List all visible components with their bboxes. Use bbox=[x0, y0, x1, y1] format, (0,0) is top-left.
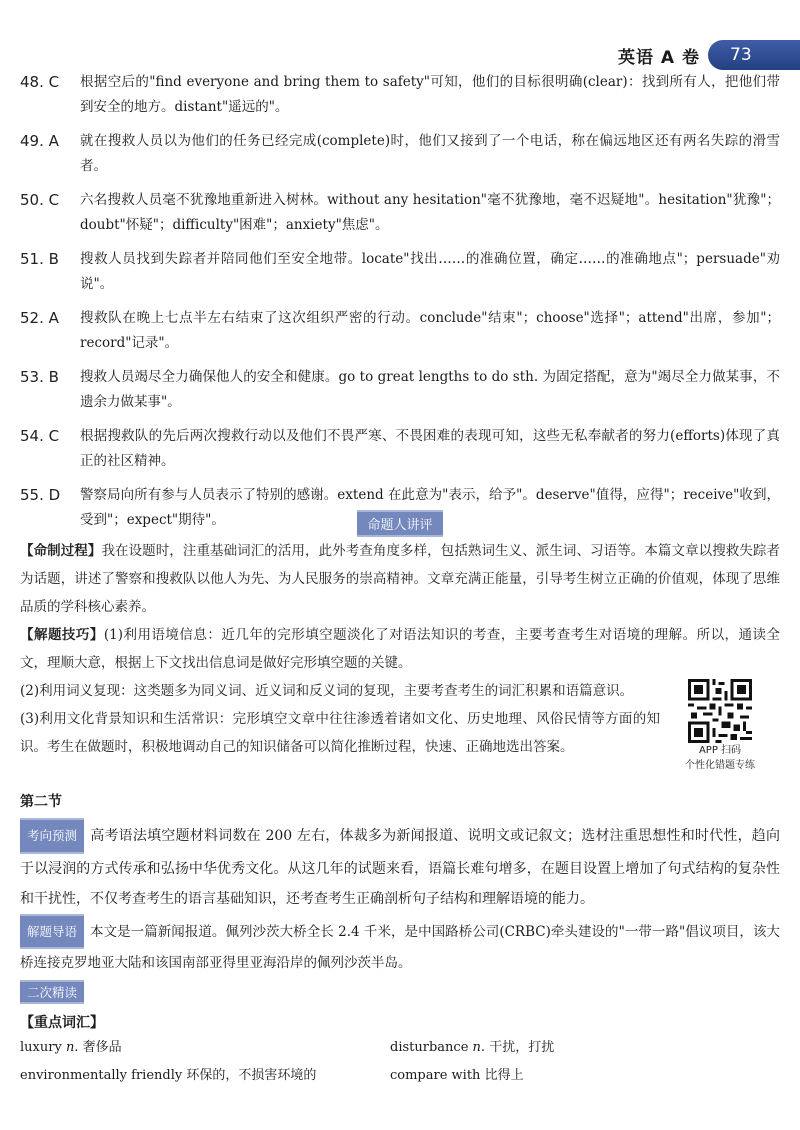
answer-item bbox=[20, 424, 780, 474]
tip-1: (1)利用语境信息：近几年的完形填空题淡化了对语法知识的考查，主要考查考生对语境的理解。所以，通读全文，理顺大意，根据上下文找出信息词是做好完形填空题的关键。 bbox=[20, 627, 780, 671]
forecast-badge: 考向预测 bbox=[20, 818, 84, 854]
tip-2: (2)利用词义复现：这类题多为同义词、近义词和反义词的复现，主要考查考生的词汇积累和语篇意识。 bbox=[20, 683, 634, 699]
vocab-word: environmentally friendly bbox=[20, 1068, 183, 1083]
vocab-meaning: 干扰，打扰 bbox=[489, 1040, 555, 1055]
second-read-badge: 二次精读 bbox=[20, 980, 84, 1004]
page-header bbox=[618, 38, 800, 72]
commentary-badge-row bbox=[0, 510, 800, 537]
answer-number: 49. A bbox=[20, 132, 59, 150]
process-paragraph bbox=[20, 537, 780, 621]
answer-explanation: 搜救人员找到失踪者并陪同他们至安全地带。locate"找出……的准确位置，确定……的准确地点"；persuade"劝说"。 bbox=[80, 251, 780, 292]
qr-caption-2: 个性化错题专练 bbox=[685, 760, 755, 771]
vocab-item bbox=[20, 1064, 390, 1088]
header-title: 英语 A 卷 bbox=[618, 47, 700, 68]
vocab-word: compare with bbox=[390, 1068, 481, 1083]
answer-item bbox=[20, 306, 780, 356]
answer-explanation: 就在搜救人员以为他们的任务已经完成(complete)时，他们又接到了一个电话，称在偏远地区还有两名失踪的滑雪者。 bbox=[80, 133, 780, 174]
commentary-section bbox=[20, 537, 780, 773]
answer-number: 53. B bbox=[20, 368, 59, 386]
vocab-list bbox=[20, 1036, 780, 1088]
answer-item bbox=[20, 247, 780, 297]
vocab-meaning: 环保的，不损害环境的 bbox=[186, 1068, 317, 1083]
answer-number: 51. B bbox=[20, 250, 59, 268]
vocab-word: luxury bbox=[20, 1040, 62, 1055]
forecast-paragraph bbox=[20, 818, 780, 914]
answer-explanation: 警察局向所有参与人员表示了特别的感谢。extend 在此意为"表示，给予"。deserve"值得，应得"；receive"收到，受到"；expect"期待"。 bbox=[80, 487, 780, 528]
vocab-item bbox=[20, 1036, 390, 1060]
answer-item bbox=[20, 129, 780, 179]
commentary-badge: 命题人讲评 bbox=[357, 510, 442, 537]
answer-explanation: 六名搜救人员毫不犹豫地重新进入树林。without any hesitation"毫不犹豫地，毫不迟疑地"。hesitation"犹豫"；doubt"怀疑"；difficulty"困难"；anxiety"焦虑"。 bbox=[80, 192, 780, 233]
section-title: 第二节 bbox=[20, 794, 62, 810]
vocab-item bbox=[390, 1064, 780, 1088]
answer-explanation: 搜救人员竭尽全力确保他人的安全和健康。go to great lengths to do sth. 为固定搭配，意为"竭尽全力做某事，不遗余力做某事"。 bbox=[80, 369, 780, 410]
vocab-title: 【重点词汇】 bbox=[20, 1015, 104, 1031]
answer-explanation: 根据空后的"find everyone and bring them to safety"可知，他们的目标很明确(clear)：找到所有人，把他们带到安全的地方。distant"遥远的"。 bbox=[80, 74, 780, 115]
answer-explanation: 搜救队在晚上七点半左右结束了这次组织严密的行动。conclude"结束"；choose"选择"；attend"出席，参加"；record"记录"。 bbox=[80, 310, 780, 351]
answer-list bbox=[20, 70, 780, 542]
process-label: 【命制过程】 bbox=[20, 543, 102, 559]
answer-item bbox=[20, 188, 780, 238]
answer-number: 52. A bbox=[20, 309, 59, 327]
vocab-meaning: 奢侈品 bbox=[82, 1040, 122, 1055]
answer-explanation: 根据搜救队的先后两次搜救行动以及他们不畏严寒、不畏困难的表现可知，这些无私奉献者的努力(efforts)体现了真正的社区精神。 bbox=[80, 428, 780, 469]
answer-item bbox=[20, 70, 780, 120]
answer-number: 48. C bbox=[20, 73, 60, 91]
vocab-meaning: 比得上 bbox=[484, 1068, 524, 1083]
answer-number: 54. C bbox=[20, 427, 60, 445]
vocab-pos: n. bbox=[65, 1040, 79, 1055]
vocab-pos: n. bbox=[472, 1040, 486, 1055]
tips-continued bbox=[20, 677, 660, 773]
tips-with-qr bbox=[20, 677, 780, 773]
process-text: 我在设题时，注重基础词汇的活用，此外考查角度多样，包括熟词生义、派生词、习语等。本篇文章以搜救失踪者为话题，讲述了警察和搜救队以他人为先、为人民服务的崇高精神。文章充满正能量，引导考生树立正确的价值观，体现了思维品质的学科核心素养。 bbox=[20, 543, 780, 615]
qr-block[interactable] bbox=[660, 677, 780, 773]
qr-caption-1: APP 扫码 bbox=[698, 745, 742, 756]
guide-text: 本文是一篇新闻报道。佩列沙茨大桥全长 2.4 千米，是中国路桥公司(CRBC)牵头建设的"一带一路"倡议项目，该大桥连接克罗地亚大陆和该国南部亚得里亚海沿岸的佩列沙茨半岛。 bbox=[20, 924, 780, 971]
tips-label: 【解题技巧】 bbox=[20, 627, 104, 643]
qr-code-icon[interactable] bbox=[688, 679, 752, 743]
tip-3: (3)利用文化背景知识和生活常识：完形填空文章中往往渗透着诸如文化、历史地理、风俗民情等方面的知识。考生在做题时，积极地调动自己的知识储备可以简化推断过程，快速、正确地选出答案。 bbox=[20, 711, 660, 755]
vocab-item bbox=[390, 1036, 780, 1060]
answer-number: 50. C bbox=[20, 191, 60, 209]
forecast-text: 高考语法填空题材料词数在 200 左右，体裁多为新闻报道、说明文或记叙文；选材注重思想性和时代性，趋向于以浸润的方式传承和弘扬中华优秀文化。从这几年的试题来看，语篇长难句增多，在题目设置上增加了句式结构的复杂性和干扰性，不仅考查考生的语言基础知识，还考查考生正确剖析句子结构和理解语境的能力。 bbox=[20, 828, 780, 907]
vocab-word: disturbance bbox=[390, 1040, 469, 1055]
guide-paragraph bbox=[20, 914, 780, 978]
page-number-tab: 73 bbox=[708, 40, 800, 70]
guide-badge: 解题导语 bbox=[20, 914, 84, 949]
second-read-row bbox=[20, 980, 780, 1004]
tips-paragraph bbox=[20, 621, 780, 677]
answer-item bbox=[20, 365, 780, 415]
answer-number: 55. D bbox=[20, 486, 61, 504]
section-two bbox=[20, 790, 780, 1088]
